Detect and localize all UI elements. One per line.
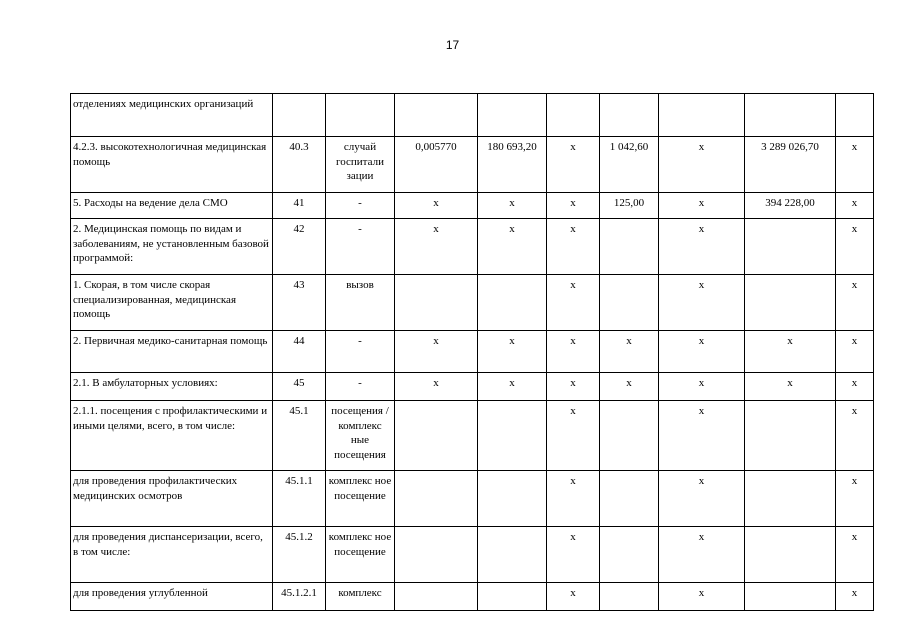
cell-col-4 (600, 275, 659, 331)
cell-row-code: 43 (273, 275, 326, 331)
cell-col-3: x (547, 401, 600, 471)
cell-col-1 (395, 471, 478, 527)
table-row (71, 275, 874, 331)
cell-row-unit: - (326, 331, 395, 373)
cell-col-5: x (659, 137, 745, 193)
cell-col-3: x (547, 331, 600, 373)
cell-row-name: для проведения профилактических медицинских осмотров (71, 471, 273, 527)
cell-col-3: x (547, 583, 600, 611)
cell-col-2: x (478, 219, 547, 275)
cell-col-7: x (836, 275, 874, 331)
cell-row-unit: - (326, 219, 395, 275)
cell-col-5: x (659, 331, 745, 373)
cell-col-4: 125,00 (600, 193, 659, 219)
cell-col-1 (395, 94, 478, 137)
cell-col-1 (395, 583, 478, 611)
cell-col-7: x (836, 193, 874, 219)
cell-col-6: x (745, 331, 836, 373)
table-row (71, 401, 874, 471)
cell-col-3: x (547, 527, 600, 583)
cell-col-4 (600, 471, 659, 527)
cell-col-3: x (547, 373, 600, 401)
cell-col-2 (478, 401, 547, 471)
table-row (71, 527, 874, 583)
cell-col-4: x (600, 331, 659, 373)
cell-col-5 (659, 94, 745, 137)
cell-col-5: x (659, 583, 745, 611)
table-row (71, 193, 874, 219)
cell-col-1: x (395, 373, 478, 401)
cell-row-unit: комплекс ное посещение (326, 527, 395, 583)
cell-col-4 (600, 219, 659, 275)
cell-col-5: x (659, 373, 745, 401)
cell-col-2 (478, 275, 547, 331)
cell-row-unit: вызов (326, 275, 395, 331)
cell-col-1: 0,005770 (395, 137, 478, 193)
cell-row-unit: - (326, 193, 395, 219)
cell-col-4: 1 042,60 (600, 137, 659, 193)
cell-col-2: x (478, 373, 547, 401)
cell-row-code: 45.1.2 (273, 527, 326, 583)
table-row (71, 137, 874, 193)
table-row (71, 219, 874, 275)
cell-col-6 (745, 219, 836, 275)
cell-row-name: для проведения углубленной (71, 583, 273, 611)
cell-col-6 (745, 583, 836, 611)
table-row (71, 331, 874, 373)
cell-col-7: x (836, 583, 874, 611)
cell-row-unit: случай госпитали зации (326, 137, 395, 193)
cell-col-2 (478, 527, 547, 583)
cell-col-5: x (659, 471, 745, 527)
cell-row-name: 1. Скорая, в том числе скорая специализированная, медицинская помощь (71, 275, 273, 331)
cell-col-3: x (547, 137, 600, 193)
cell-col-5: x (659, 275, 745, 331)
cell-col-4 (600, 583, 659, 611)
cell-row-unit: посещения /комплекс ные посещения (326, 401, 395, 471)
cell-col-7: x (836, 527, 874, 583)
table-row (71, 471, 874, 527)
cell-col-1: x (395, 331, 478, 373)
cell-col-1: x (395, 193, 478, 219)
cell-col-4: x (600, 373, 659, 401)
cell-col-6: x (745, 373, 836, 401)
cell-col-3: x (547, 219, 600, 275)
cell-col-5: x (659, 401, 745, 471)
cell-col-5: x (659, 193, 745, 219)
cell-col-1 (395, 401, 478, 471)
table-row (71, 94, 874, 137)
cell-row-name: 2.1. В амбулаторных условиях: (71, 373, 273, 401)
cell-row-name: 4.2.3. высокотехнологичная медицинская помощь (71, 137, 273, 193)
cell-col-2: x (478, 331, 547, 373)
cell-col-5: x (659, 527, 745, 583)
cell-row-code: 45 (273, 373, 326, 401)
cell-row-code: 40.3 (273, 137, 326, 193)
cell-row-unit: комплекс (326, 583, 395, 611)
cell-col-2: 180 693,20 (478, 137, 547, 193)
cell-col-6 (745, 94, 836, 137)
cell-row-code (273, 94, 326, 137)
cell-col-3: x (547, 193, 600, 219)
cell-row-code: 41 (273, 193, 326, 219)
page-number: 17 (445, 38, 460, 52)
cell-row-name: для проведения диспансеризации, всего, в том числе: (71, 527, 273, 583)
cell-row-name: 2.1.1. посещения с профилактическими и иными целями, всего, в том числе: (71, 401, 273, 471)
cell-row-code: 45.1.2.1 (273, 583, 326, 611)
cell-col-6: 3 289 026,70 (745, 137, 836, 193)
cell-row-unit: - (326, 373, 395, 401)
table-row (71, 373, 874, 401)
cell-row-name: 2. Первичная медико-санитарная помощь (71, 331, 273, 373)
cell-col-3 (547, 94, 600, 137)
cell-col-7: x (836, 373, 874, 401)
cell-col-7: x (836, 137, 874, 193)
cell-col-2 (478, 94, 547, 137)
cell-col-3: x (547, 471, 600, 527)
cell-col-1: x (395, 219, 478, 275)
cell-col-6 (745, 527, 836, 583)
cell-row-name: 5. Расходы на ведение дела СМО (71, 193, 273, 219)
financing-table (70, 93, 874, 611)
cell-col-7: x (836, 471, 874, 527)
cell-row-code: 45.1.1 (273, 471, 326, 527)
cell-row-unit (326, 94, 395, 137)
cell-col-6 (745, 401, 836, 471)
cell-col-6 (745, 275, 836, 331)
cell-col-6 (745, 471, 836, 527)
cell-col-7: x (836, 219, 874, 275)
cell-row-code: 42 (273, 219, 326, 275)
cell-col-4 (600, 94, 659, 137)
cell-col-1 (395, 527, 478, 583)
cell-col-3: x (547, 275, 600, 331)
table-row (71, 583, 874, 611)
cell-col-6: 394 228,00 (745, 193, 836, 219)
cell-col-1 (395, 275, 478, 331)
cell-row-name: 2. Медицинская помощь по видам и заболеваниям, не установленным базовой программой: (71, 219, 273, 275)
cell-row-name: отделениях медицинских организаций (71, 94, 273, 137)
cell-row-code: 44 (273, 331, 326, 373)
cell-col-7: x (836, 401, 874, 471)
cell-col-5: x (659, 219, 745, 275)
cell-row-unit: комплекс ное посещение (326, 471, 395, 527)
cell-col-2 (478, 471, 547, 527)
table-body (71, 94, 874, 611)
cell-col-2: x (478, 193, 547, 219)
cell-row-code: 45.1 (273, 401, 326, 471)
cell-col-7: x (836, 331, 874, 373)
cell-col-2 (478, 583, 547, 611)
cell-col-4 (600, 401, 659, 471)
cell-col-7 (836, 94, 874, 137)
cell-col-4 (600, 527, 659, 583)
